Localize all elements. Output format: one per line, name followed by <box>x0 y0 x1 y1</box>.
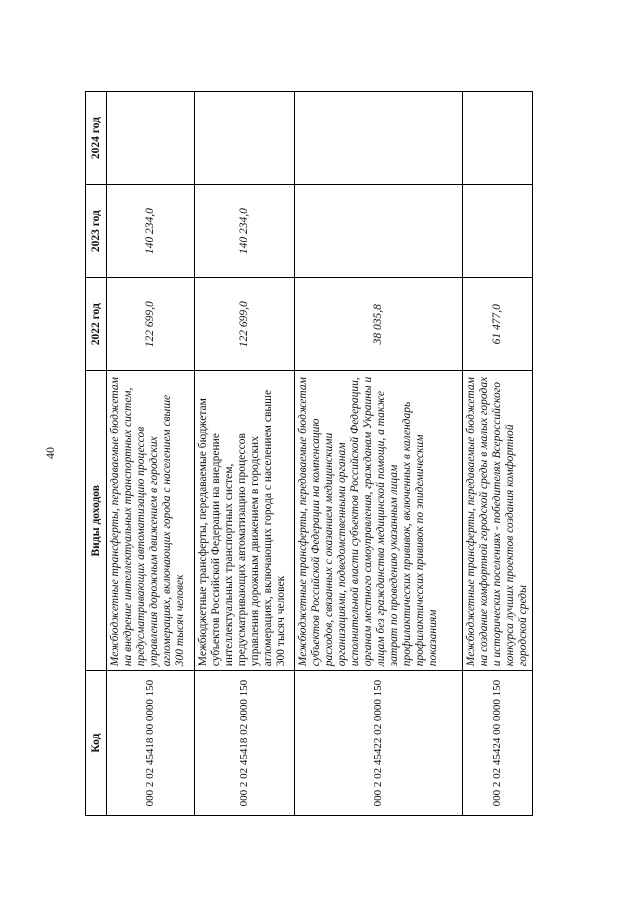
header-code: Код <box>86 671 107 816</box>
row-description: Межбюджетные трансферты, передаваемые бюджетам субъектов Российской Федерации на внедрение интеллектуальных транспортных систем, предусматривающих автоматизацию процессов управления дорожным движением в городских агломерациях, включающих города с населением свыше 300 тысяч человек <box>195 371 295 671</box>
header-revenue-type: Виды доходов <box>86 371 107 671</box>
revenue-table <box>85 91 533 816</box>
header-2022: 2022 год <box>86 278 107 371</box>
row-value-2024 <box>295 92 463 185</box>
row-value-2023: 140 234,0 <box>195 185 295 278</box>
row-value-2022: 122 699,0 <box>107 278 195 371</box>
revenue-table-container <box>85 91 529 816</box>
table-row <box>107 92 195 816</box>
row-value-2023: 140 234,0 <box>107 185 195 278</box>
header-2023: 2023 год <box>86 185 107 278</box>
row-code: 000 2 02 45424 00 0000 150 <box>463 671 533 816</box>
row-value-2024 <box>195 92 295 185</box>
row-value-2022: 122 699,0 <box>195 278 295 371</box>
row-description: Межбюджетные трансферты, передаваемые бюджетам на внедрение интеллектуальных транспортных систем, предусматривающих автоматизацию процессов управления дорожным движением в городских агломерациях, включающих города с населением свыше 300 тысяч человек <box>107 371 195 671</box>
table-row <box>295 92 463 816</box>
header-2024: 2024 год <box>86 92 107 185</box>
page-number: 40 <box>43 447 57 459</box>
table-row <box>195 92 295 816</box>
row-value-2023 <box>295 185 463 278</box>
row-value-2022: 61 477,0 <box>463 278 533 371</box>
table-header-row <box>86 92 107 816</box>
row-code: 000 2 02 45418 02 0000 150 <box>195 671 295 816</box>
row-value-2024 <box>107 92 195 185</box>
row-value-2022: 38 035,8 <box>295 278 463 371</box>
row-code: 000 2 02 45418 00 0000 150 <box>107 671 195 816</box>
row-value-2023 <box>463 185 533 278</box>
row-code: 000 2 02 45422 02 0000 150 <box>295 671 463 816</box>
table-row <box>463 92 533 816</box>
row-description: Межбюджетные трансферты, передаваемые бюджетам субъектов Российской Федерации на компенсацию расходов, связанных с оказанием медицинскими организациями, подведомственными органам исполнительной власти субъектов Российской Федерации, органам местного самоуправления, гражданам Украины и лицам без гражданства медицинской помощи, а также затрат по проведению указанным лицам профилактических прививок, включенных в календарь профилактических прививок по эпидемическим показаниям <box>295 371 463 671</box>
row-description: Межбюджетные трансферты, передаваемые бюджетам на создание комфортной городской среды в малых городах и исторических поселениях - победителях Всероссийского конкурса лучших проектов создания комфортной городской среды <box>463 371 533 671</box>
row-value-2024 <box>463 92 533 185</box>
